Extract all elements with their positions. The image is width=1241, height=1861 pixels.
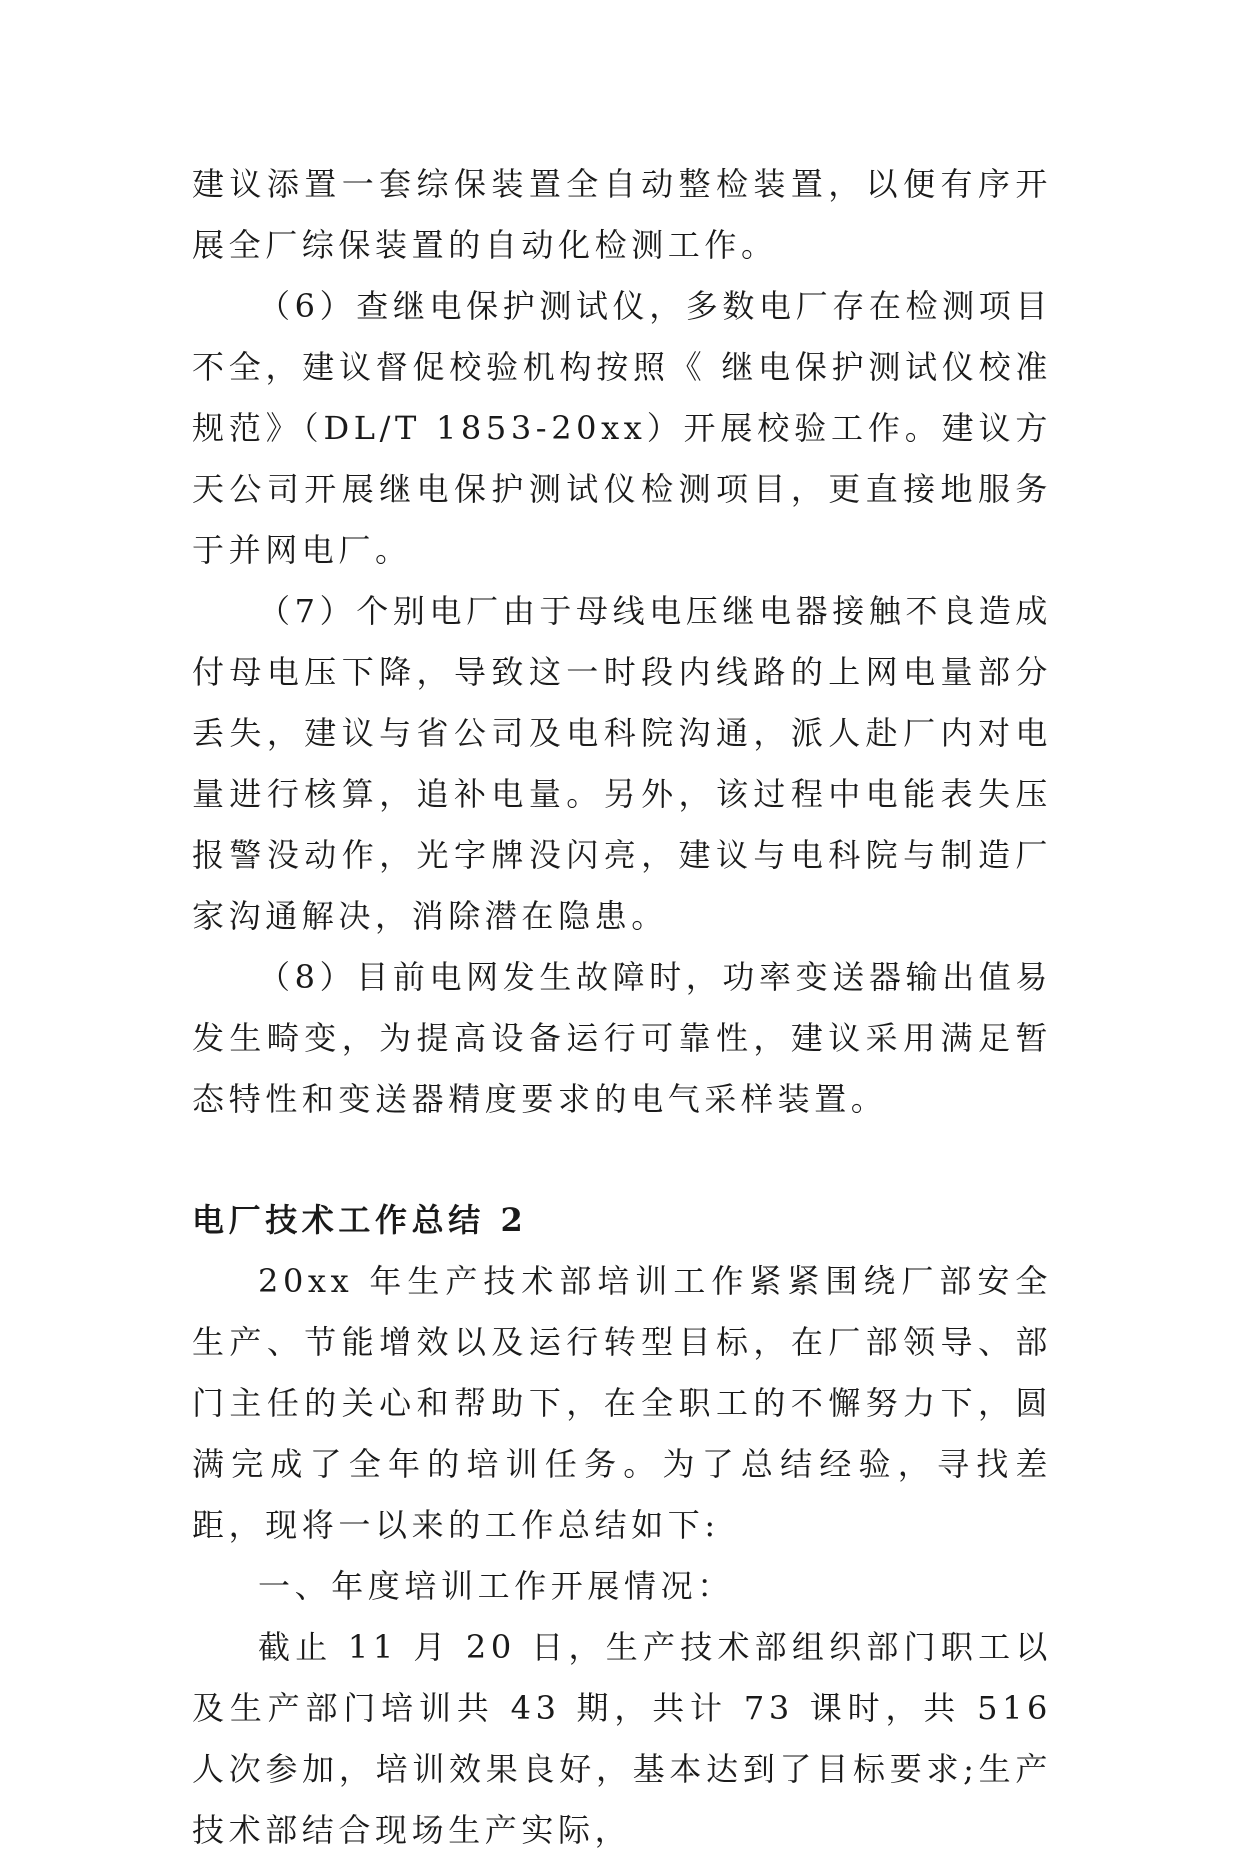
document-body — [192, 154, 1052, 1861]
paragraph-item-6: （6）查继电保护测试仪，多数电厂存在检测项目不全，建议督促校验机构按照《 继电保护测试仪校准规范》（DL/T 1853-20xx）开展校验工作。建议方天公司开展继电保护测试仪检测项目，更直接地服务于并网电厂。 — [192, 287, 1052, 569]
paragraph-item-7: （7）个别电厂由于母线电压继电器接触不良造成付母电压下降，导致这一时段内线路的上网电量部分丢失，建议与省公司及电科院沟通，派人赴厂内对电量进行核算，追补电量。另外，该过程中电能表失压报警没动作，光字牌没闪亮，建议与电科院与制造厂家沟通解决，消除潜在隐患。 — [192, 592, 1052, 935]
section-title: 电厂技术工作总结 2 — [192, 1201, 528, 1239]
paragraph-heading-1: 一、年度培训工作开展情况： — [258, 1567, 734, 1605]
paragraph-stats: 截止 11 月 20 日，生产技术部组织部门职工以及生产部门培训共 43 期，共计 73 课时，共 516 人次参加，培训效果良好，基本达到了目标要求;生产技术部结合现场生产实际， — [192, 1628, 1052, 1849]
paragraph-item-8: （8）目前电网发生故障时，功率变送器输出值易发生畸变，为提高设备运行可靠性，建议采用满足暂态特性和变送器精度要求的电气采样装置。 — [192, 958, 1052, 1118]
paragraph-continued: 建议添置一套综保装置全自动整检装置，以便有序开展全厂综保装置的自动化检测工作。 — [192, 165, 1052, 264]
paragraph-intro: 20xx 年生产技术部培训工作紧紧围绕厂部安全生产、节能增效以及运行转型目标，在厂部领导、部门主任的关心和帮助下，在全职工的不懈努力下，圆满完成了全年的培训任务。为了总结经验，寻找差距，现将一以来的工作总结如下: — [192, 1262, 1052, 1544]
